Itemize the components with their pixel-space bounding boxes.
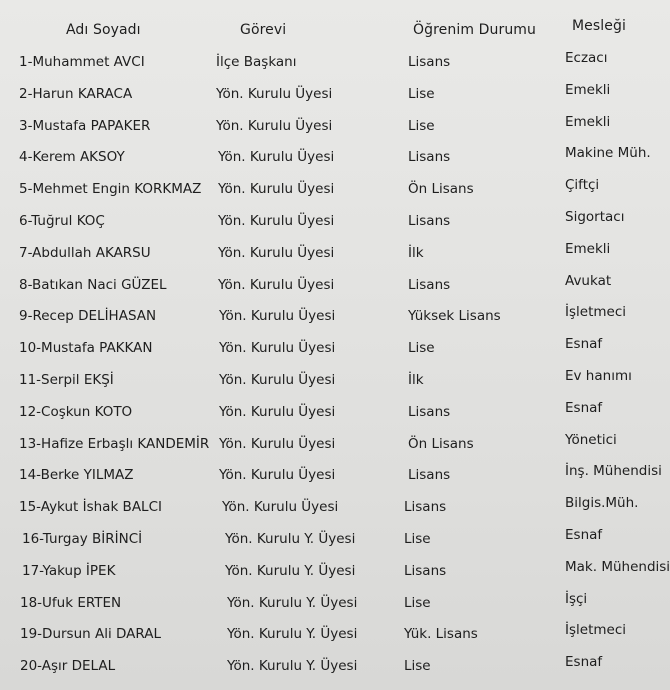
member-name: 5-Mehmet Engin KORKMAZ [19, 181, 202, 198]
member-education: Lisans [408, 54, 451, 70]
header-role: Görevi [240, 22, 287, 38]
member-name: 10-Mustafa PAKKAN [19, 340, 153, 357]
table-row [0, 175, 670, 207]
member-name: 20-Aşır DELAL [20, 658, 116, 675]
member-occupation: Esnaf [565, 526, 603, 543]
member-role: Yön. Kurulu Üyesi [218, 149, 335, 166]
member-education: Lisans [404, 562, 447, 579]
table-row [0, 80, 670, 112]
header-occupation: Mesleği [572, 18, 626, 34]
member-role: Yön. Kurulu Üyesi [218, 181, 335, 198]
header-education: Öğrenim Durumu [413, 22, 537, 38]
member-occupation: Makine Müh. [565, 145, 651, 162]
member-role: Yön. Kurulu Üyesi [219, 403, 336, 420]
table-row [0, 143, 670, 175]
member-role: Yön. Kurulu Üyesi [216, 85, 333, 102]
member-name: 12-Coşkun KOTO [19, 403, 133, 420]
member-role: Yön. Kurulu Üyesi [218, 244, 335, 261]
table-row [0, 302, 670, 334]
member-name: 7-Abdullah AKARSU [19, 244, 151, 261]
member-education: Lise [404, 658, 431, 675]
member-name: 8-Batıkan Naci GÜZEL [19, 276, 167, 293]
member-role: Yön. Kurulu Üyesi [218, 276, 335, 293]
member-education: Ön Lisans [408, 435, 474, 452]
member-education: Lisans [408, 467, 451, 484]
table-row [0, 430, 670, 462]
member-education: Lise [408, 85, 435, 102]
member-role: Yön. Kurulu Üyesi [219, 435, 336, 452]
table-row [0, 652, 670, 684]
member-role: Yön. Kurulu Üyesi [219, 371, 336, 388]
member-name: 16-Turgay BİRİNCİ [22, 530, 143, 547]
member-education: Ön Lisans [408, 181, 474, 198]
header-name: Adı Soyadı [66, 22, 141, 38]
table-row [0, 112, 670, 144]
member-occupation: Avukat [565, 272, 612, 289]
table-row [0, 366, 670, 398]
member-role: Yön. Kurulu Üyesi [218, 212, 335, 229]
member-education: Lisans [408, 403, 451, 420]
member-education: Yüksek Lisans [408, 308, 501, 325]
member-name: 14-Berke YILMAZ [19, 467, 134, 484]
member-education: Lisans [408, 276, 451, 293]
member-role: Yön. Kurulu Üyesi [219, 467, 336, 484]
member-role: Yön. Kurulu Üyesi [219, 340, 336, 357]
member-occupation: İşçi [565, 590, 588, 607]
member-occupation: Bilgis.Müh. [565, 495, 639, 512]
member-occupation: Emekli [565, 113, 611, 130]
member-education: İlk [408, 371, 424, 388]
member-name: 9-Recep DELİHASAN [19, 308, 157, 325]
member-name: 13-Hafize Erbaşlı KANDEMİR [19, 435, 210, 452]
member-role: Yön. Kurulu Y. Üyesi [227, 594, 358, 611]
member-name: 15-Aykut İshak BALCI [19, 499, 162, 516]
member-name: 11-Serpil EKŞİ [19, 371, 114, 388]
table-row [0, 461, 670, 493]
table-row [0, 589, 670, 621]
member-education: Lisans [408, 212, 451, 229]
member-role: Yön. Kurulu Y. Üyesi [227, 658, 358, 675]
table-row [0, 48, 670, 80]
member-role: İlçe Başkanı [216, 54, 297, 70]
member-name: 6-Tuğrul KOÇ [19, 212, 105, 229]
member-occupation: İşletmeci [565, 304, 626, 321]
member-education: Lise [408, 340, 435, 357]
member-occupation: Mak. Mühendisi [565, 558, 670, 575]
table-header [0, 18, 670, 42]
member-name: 3-Mustafa PAPAKER [19, 117, 151, 134]
member-education: Lisans [404, 499, 447, 516]
member-role: Yön. Kurulu Üyesi [219, 308, 336, 325]
member-occupation: Çiftçi [565, 177, 600, 194]
member-education: Yük. Lisans [404, 626, 478, 643]
member-occupation: Sigortacı [565, 208, 625, 225]
table-row [0, 620, 670, 652]
member-name: 18-Ufuk ERTEN [20, 594, 122, 611]
table-row [0, 493, 670, 525]
member-occupation: Eczacı [565, 50, 608, 66]
table-row [0, 525, 670, 557]
member-occupation: Yönetici [565, 431, 617, 448]
member-occupation: İnş. Mühendisi [565, 463, 662, 480]
member-role: Yön. Kurulu Üyesi [222, 499, 339, 516]
member-name: 2-Harun KARACA [19, 85, 133, 102]
member-education: İlk [408, 244, 424, 261]
member-name: 19-Dursun Ali DARAL [20, 626, 161, 643]
member-occupation: Esnaf [565, 336, 603, 353]
table-row [0, 557, 670, 589]
member-occupation: Emekli [565, 81, 611, 98]
member-role: Yön. Kurulu Y. Üyesi [227, 626, 358, 643]
member-occupation: Esnaf [565, 654, 603, 671]
table-row [0, 239, 670, 271]
member-education: Lise [404, 530, 431, 547]
table-row [0, 334, 670, 366]
member-occupation: Ev hanımı [565, 367, 632, 384]
member-education: Lise [404, 594, 431, 611]
table-row [0, 271, 670, 303]
member-occupation: İşletmeci [565, 622, 626, 639]
member-role: Yön. Kurulu Y. Üyesi [225, 562, 356, 579]
member-occupation: Esnaf [565, 399, 603, 416]
member-occupation: Emekli [565, 240, 611, 257]
member-name: 17-Yakup İPEK [22, 562, 116, 579]
member-role: Yön. Kurulu Y. Üyesi [225, 530, 356, 547]
member-name: 4-Kerem AKSOY [19, 149, 125, 166]
member-education: Lisans [408, 149, 451, 166]
member-role: Yön. Kurulu Üyesi [216, 117, 333, 134]
table-row [0, 207, 670, 239]
member-table [0, 48, 670, 684]
member-education: Lise [408, 117, 435, 134]
member-name: 1-Muhammet AVCI [19, 54, 145, 70]
table-row [0, 398, 670, 430]
